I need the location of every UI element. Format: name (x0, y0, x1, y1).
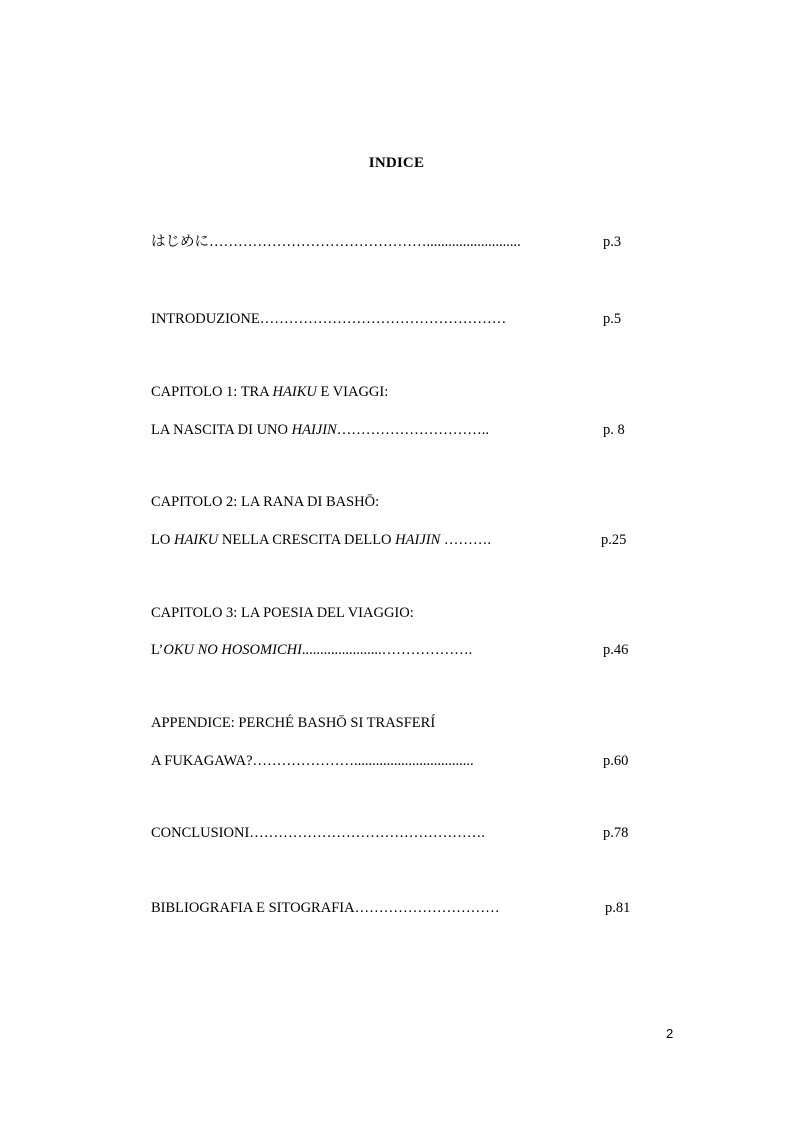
toc-text: ………. (440, 532, 491, 548)
toc-italic-term: HAIKU (272, 384, 317, 400)
toc-text: CAPITOLO 2: LA RANA DI BASHŌ: (151, 494, 380, 510)
toc-text: CONCLUSIONI (151, 825, 250, 841)
toc-italic-term: HAIJIN (395, 532, 441, 548)
toc-text: E VIAGGI: (316, 384, 389, 400)
toc-entry-line (151, 531, 491, 549)
toc-page-ref: p.25 (601, 532, 627, 548)
toc-text: CAPITOLO 3: LA POESIA DEL VIAGGIO: (151, 605, 414, 621)
toc-text: NELLA CRESCITA DELLO (218, 532, 396, 548)
toc-entry-line (151, 604, 414, 622)
toc-text: LO (151, 532, 174, 548)
toc-text: BIBLIOGRAFIA E SITOGRAFIA (151, 900, 355, 916)
page-number: 2 (666, 1026, 674, 1041)
toc-text: INTRODUZIONE (151, 311, 260, 327)
toc-entry-line (151, 752, 474, 770)
toc-page-ref: p.60 (603, 753, 629, 769)
toc-text: はじめに (151, 234, 209, 250)
toc-entry-line (151, 310, 506, 328)
toc-page-ref: p.3 (603, 234, 622, 250)
toc-entry-line (151, 233, 521, 251)
toc-italic-term: OKU NO HOSOMICHI (163, 642, 302, 658)
toc-text: ………………………….. (336, 422, 489, 438)
toc-text: …………………………………………. (249, 825, 485, 841)
toc-text: A FUKAGAWA? (151, 753, 253, 769)
toc-text: LA NASCITA DI UNO (151, 422, 292, 438)
toc-page-ref: p.5 (603, 311, 622, 327)
toc-text: ......................………………. (301, 642, 473, 658)
toc-entry-line (151, 421, 489, 439)
toc-page-ref: p. 8 (603, 422, 625, 438)
toc-text: ……………………………………….......................... (209, 234, 521, 250)
toc-entry-line (151, 824, 485, 842)
toc-page-ref: p.81 (605, 900, 631, 916)
toc-text: …………………………………………… (259, 311, 507, 327)
toc-entry-line (151, 714, 435, 732)
toc-entry-line (151, 899, 500, 917)
toc-entry-line (151, 641, 472, 659)
toc-entry-line (151, 493, 379, 511)
page-title: INDICE (368, 155, 425, 171)
toc-italic-term: HAIJIN (291, 422, 337, 438)
toc-entry-line (151, 383, 388, 401)
toc-text: APPENDICE: PERCHÉ BASHŌ SI TRASFERÍ (151, 715, 436, 731)
toc-page-ref: p.78 (603, 825, 629, 841)
toc-text: ………………………… (354, 900, 500, 916)
toc-page-ref: p.46 (603, 642, 629, 658)
toc-text: L’ (151, 642, 164, 658)
toc-italic-term: HAIKU (173, 532, 219, 548)
toc-text: …………………................................. (252, 753, 474, 769)
toc-text: CAPITOLO 1: TRA (151, 384, 273, 400)
